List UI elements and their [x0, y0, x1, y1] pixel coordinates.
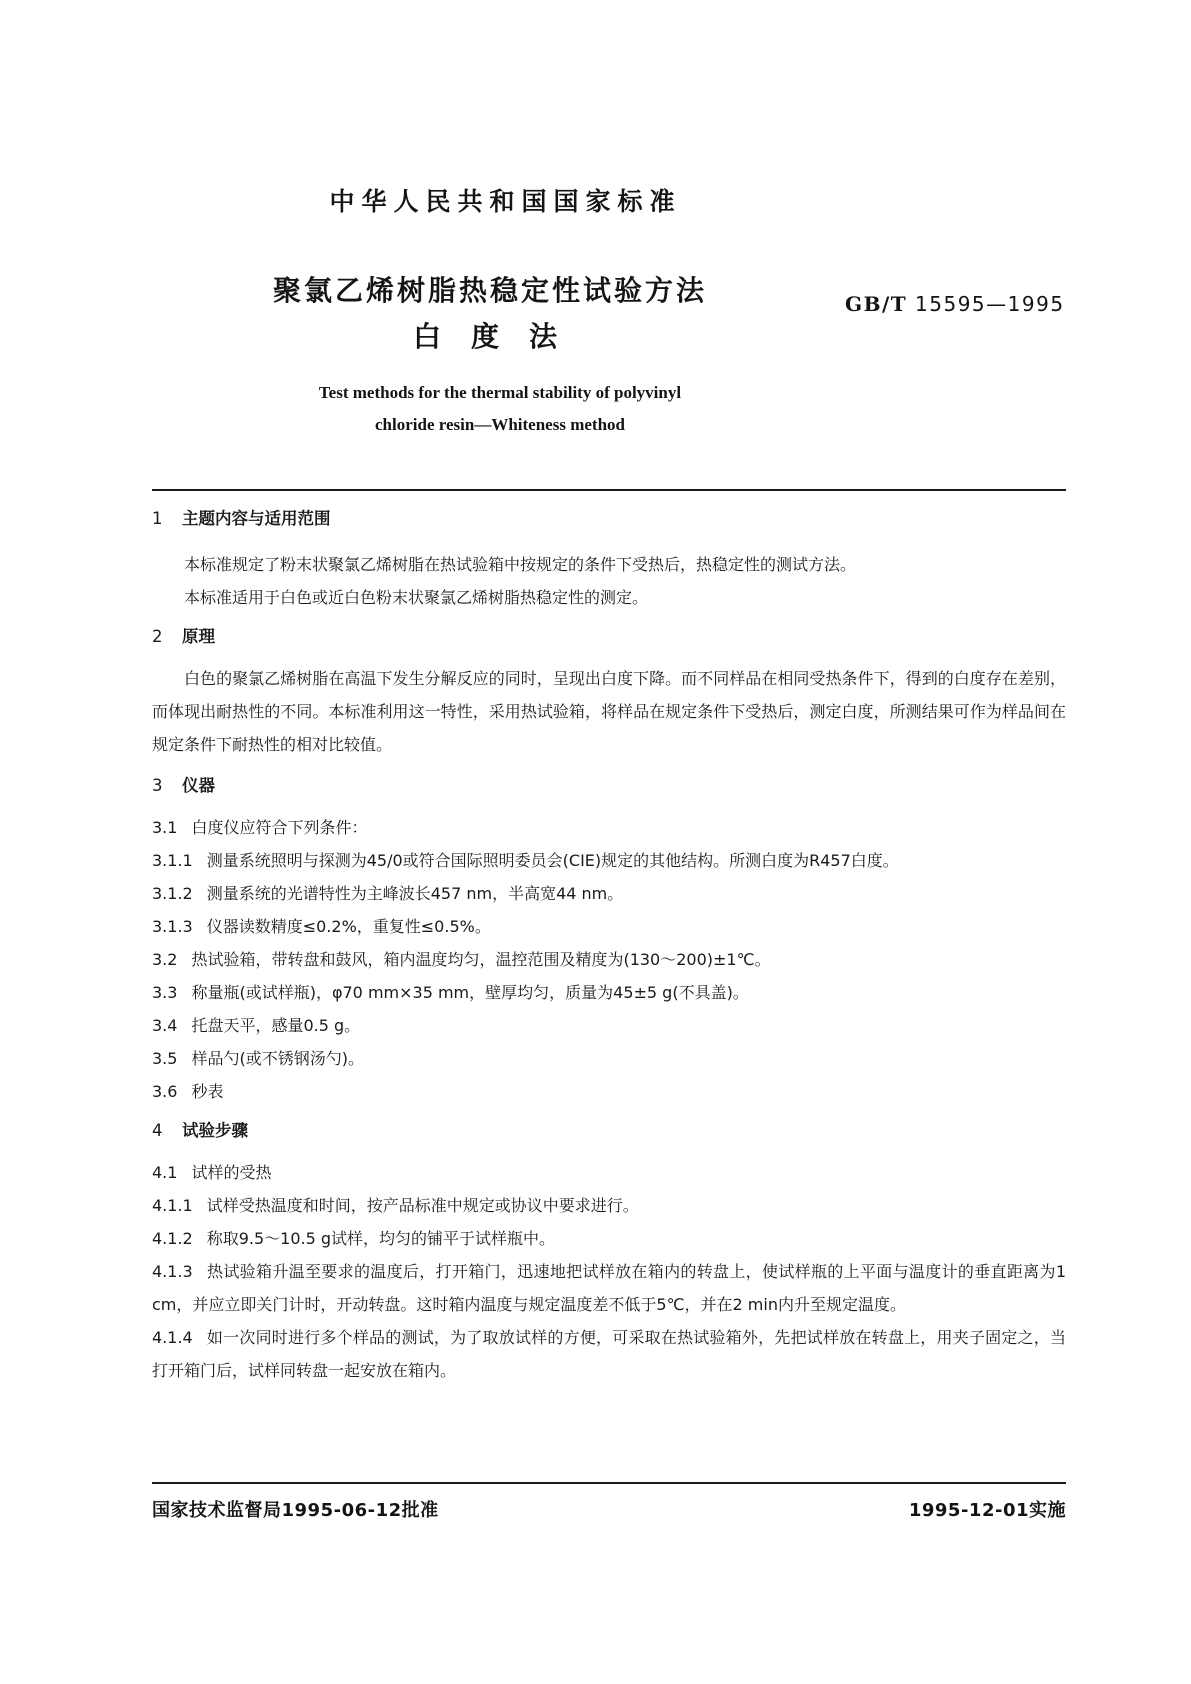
clause-number: 3.4 [152, 1016, 178, 1035]
clause-text: 试样受热温度和时间，按产品标准中规定或协议中要求进行。 [206, 1196, 639, 1215]
clause-number: 3.1.1 [152, 851, 193, 870]
clause-3-2 [152, 943, 1066, 976]
standard-code: 15595—1995 [915, 292, 1065, 316]
clause-3-1-3 [152, 910, 1066, 943]
section-number: 1 [152, 509, 163, 528]
clause-3-6 [152, 1075, 1066, 1108]
standard-prefix: GB/T [845, 292, 908, 316]
clause-number: 3.1.3 [152, 917, 193, 936]
english-title-line-1: Test methods for the thermal stability of polyvinyl [318, 383, 682, 402]
national-standard-heading: 中华人民共和国国家标准 [329, 187, 682, 216]
clause-number: 4.1.3 [152, 1262, 193, 1281]
section-title: 仪器 [182, 776, 215, 795]
document-body [152, 509, 1066, 1387]
clause-number: 3.1 [152, 818, 178, 837]
clause-text: 热试验箱升温至要求的温度后，打开箱门，迅速地把试样放在箱内的转盘上，使试样瓶的上平面与温度计的垂直距离为1 cm，并应立即关门计时，开动转盘。这时箱内温度与规定温度差不低于5℃，并在2 min内升至规定温度。 [152, 1262, 1066, 1314]
paragraph: 本标准规定了粉末状聚氯乙烯树脂在热试验箱中按规定的条件下受热后，热稳定性的测试方法。 [184, 555, 857, 574]
section-number: 2 [152, 627, 163, 646]
section-heading-1 [152, 508, 1066, 530]
implementation-date: 1995-12-01实施 [908, 1500, 1066, 1521]
section-title: 试验步骤 [182, 1121, 248, 1140]
clause-4-1-3 [152, 1255, 1066, 1321]
clause-text: 热试验箱，带转盘和鼓风，箱内温度均匀，温控范围及精度为(130～200)±1℃。 [191, 950, 771, 969]
clause-number: 3.6 [152, 1082, 178, 1101]
section-heading-2 [152, 626, 1066, 648]
clause-text: 称取9.5～10.5 g试样，均匀的铺平于试样瓶中。 [206, 1229, 556, 1248]
clause-text: 样品勺(或不锈钢汤勺)。 [191, 1049, 364, 1068]
clause-number: 3.2 [152, 950, 178, 969]
clause-text: 仪器读数精度≤0.2%，重复性≤0.5%。 [206, 917, 491, 936]
top-divider [152, 489, 1066, 491]
clause-3-1 [152, 811, 1066, 844]
document-title: 聚氯乙烯树脂热稳定性试验方法 [272, 274, 707, 307]
clause-text: 如一次同时进行多个样品的测试，为了取放试样的方便，可采取在热试验箱外，先把试样放在转盘上，用夹子固定之，当打开箱门后，试样同转盘一起安放在箱内。 [152, 1328, 1066, 1380]
title-block [230, 268, 750, 360]
approval-line: 国家技术监督局1995-06-12批准 [152, 1500, 439, 1521]
section-number: 4 [152, 1121, 163, 1140]
clause-number: 3.3 [152, 983, 178, 1002]
clause-3-3 [152, 976, 1066, 1009]
english-title-line-2: chloride resin—Whiteness method [375, 415, 625, 434]
clause-3-5 [152, 1042, 1066, 1075]
clause-number: 4.1.4 [152, 1328, 193, 1347]
clause-3-4 [152, 1009, 1066, 1042]
section-heading-4 [152, 1120, 1066, 1142]
section-heading-3 [152, 775, 1066, 797]
section-title: 原理 [182, 627, 215, 646]
paragraph: 本标准适用于白色或近白色粉末状聚氯乙烯树脂热稳定性的测定。 [184, 588, 649, 607]
clause-text: 秒表 [191, 1082, 224, 1101]
clause-3-1-2 [152, 877, 1066, 910]
clause-number: 3.1.2 [152, 884, 193, 903]
section-title: 主题内容与适用范围 [182, 509, 331, 528]
clause-number: 4.1.1 [152, 1196, 193, 1215]
clause-text: 测量系统照明与探测为45/0或符合国际照明委员会(CIE)规定的其他结构。所测白度为R457白度。 [206, 851, 899, 870]
english-title [200, 377, 800, 441]
clause-4-1-1 [152, 1189, 1066, 1222]
clause-text: 试样的受热 [191, 1163, 272, 1182]
clause-number: 3.5 [152, 1049, 178, 1068]
clause-3-1-1 [152, 844, 1066, 877]
clause-number: 4.1 [152, 1163, 178, 1182]
document-subtitle: 白度法 [412, 320, 587, 353]
bottom-divider [152, 1482, 1066, 1484]
paragraph: 白色的聚氯乙烯树脂在高温下发生分解反应的同时，呈现出白度下降。而不同样品在相同受热条件下，得到的白度存在差别，而体现出耐热性的不同。本标准利用这一特性，采用热试验箱，将样品在规定条件下受热后，测定白度，所测结果可作为样品间在规定条件下耐热性的相对比较值。 [152, 669, 1066, 754]
clause-number: 4.1.2 [152, 1229, 193, 1248]
clause-text: 测量系统的光谱特性为主峰波长457 nm，半高宽44 nm。 [206, 884, 624, 903]
clause-4-1-2 [152, 1222, 1066, 1255]
section-number: 3 [152, 776, 163, 795]
clause-4-1 [152, 1156, 1066, 1189]
clause-text: 托盘天平，感量0.5 g。 [191, 1016, 361, 1035]
clause-text: 称量瓶(或试样瓶)，φ70 mm×35 mm，壁厚均匀，质量为45±5 g(不具盖)。 [191, 983, 749, 1002]
clause-4-1-4 [152, 1321, 1066, 1387]
standard-number [845, 292, 1065, 316]
clause-text: 白度仪应符合下列条件： [191, 818, 368, 837]
